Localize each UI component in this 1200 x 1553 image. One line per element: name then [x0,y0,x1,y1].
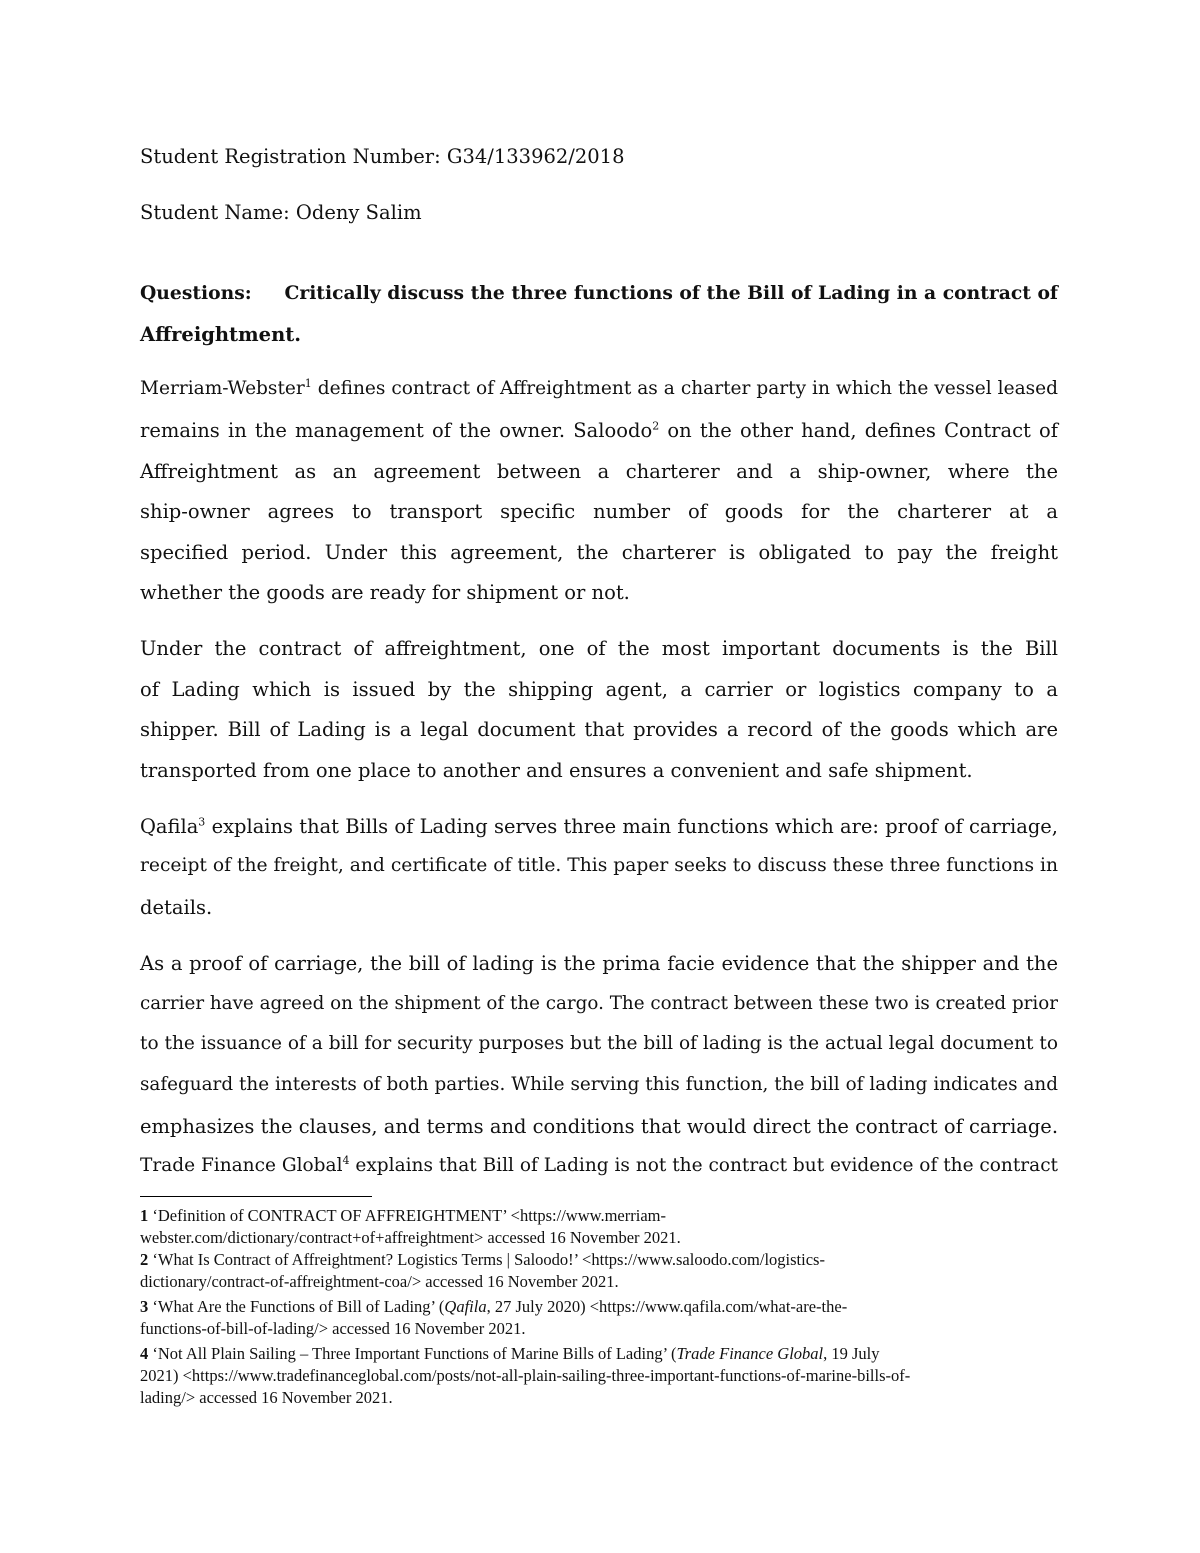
footnote-source: Trade Finance Global [676,1344,824,1363]
paragraph-4-line-1: As a proof of carriage, the bill of lading is the prima facie evidence that the shipper and the [140,952,1058,975]
paragraph-1-line-4: ship-owner agrees to transport specific number of goods for the charterer at a [140,500,1058,523]
footnote-text: , 27 July 2020) <https://www.qafila.com/what-are-the- [486,1297,848,1316]
footnote-number: 1 [140,1206,149,1225]
paragraph-1-line-1 [140,378,1058,399]
paragraph-2-line-2: of Lading which is issued by the shipping agent, a carrier or logistics company to a [140,678,1058,701]
footnote-number: 2 [140,1250,149,1269]
paragraph-2-line-3: shipper. Bill of Lading is a legal document that provides a record of the goods which are [140,718,1058,741]
student-registration-number: Student Registration Number: G34/133962/2018 [140,145,625,168]
paragraph-text: explains that Bill of Lading is not the contract but evidence of the contract [349,1155,1058,1176]
footnote-source: Qafila [444,1297,487,1316]
paragraph-text: remains in the management of the owner. Saloodo [140,419,653,442]
footnote-4-line-2: 2021) <https://www.tradefinanceglobal.com/posts/not-all-plain-sailing-three-important-functions-of-marine-bills-of- [140,1366,911,1385]
footnote-separator [140,1196,372,1197]
paragraph-1-line-6: whether the goods are ready for shipment or not. [140,581,630,604]
footnote-1-line-1 [140,1206,666,1226]
paragraph-2-line-4: transported from one place to another and ensures a convenient and safe shipment. [140,759,973,782]
paragraph-3-line-3: details. [140,896,213,919]
question-line-2: Affreightment. [140,323,302,346]
footnote-4-line-1 [140,1344,880,1364]
student-name: Student Name: Odeny Salim [140,201,422,224]
footnote-3-line-1 [140,1297,847,1317]
citation-qafila: Qafila [140,815,199,838]
paragraph-1-line-3: Affreightment as an agreement between a charterer and a ship-owner, where the [140,460,1058,483]
paragraph-text: defines contract of Affreightment as a charter party in which the vessel leased [311,378,1058,399]
footnote-number: 4 [140,1344,149,1363]
paragraph-1-line-2 [140,419,1058,442]
footnote-text: ‘Definition of CONTRACT OF AFFREIGHTMENT’ <https://www.merriam- [148,1206,666,1225]
paragraph-3-line-2: receipt of the freight, and certificate of title. This paper seeks to discuss these three functions in [140,855,1058,876]
question-text: Critically discuss the three functions of the Bill of Lading in a contract of [284,282,1058,304]
footnote-1-line-2: webster.com/dictionary/contract+of+affreightment> accessed 16 November 2021. [140,1228,681,1247]
paragraph-4-line-4: safeguard the interests of both parties. While serving this function, the bill of lading indicates and [140,1074,1058,1095]
paragraph-4-line-5: emphasizes the clauses, and terms and conditions that would direct the contract of carriage. [140,1115,1058,1138]
paragraph-text: explains that Bills of Lading serves three main functions which are: proof of carriage, [205,815,1058,838]
question-label: Questions: [140,282,252,304]
footnote-text: ‘What Is Contract of Affreightment? Logistics Terms | Saloodo!’ <https://www.saloodo.com/logistics- [148,1250,825,1269]
paragraph-4-line-3: to the issuance of a bill for security purposes but the bill of lading is the actual legal document to [140,1033,1058,1054]
question-line-1 [140,282,1058,304]
footnote-2-line-2: dictionary/contract-of-affreightment-coa/> accessed 16 November 2021. [140,1272,619,1291]
footnote-number: 3 [140,1297,149,1316]
footnote-ref-4: 4 [342,1153,350,1167]
paragraph-2-line-1: Under the contract of affreightment, one of the most important documents is the Bill [140,637,1058,660]
footnote-text: ‘Not All Plain Sailing – Three Important Functions of Marine Bills of Lading’ ( [148,1344,677,1363]
footnote-4-line-3: lading/> accessed 16 November 2021. [140,1388,393,1407]
footnote-ref-1: 1 [304,376,312,390]
paragraph-3-line-1 [140,815,1058,838]
footnote-2-line-1 [140,1250,825,1270]
footnote-3-line-2: functions-of-bill-of-lading/> accessed 16 November 2021. [140,1319,526,1338]
footnote-text: ‘What Are the Functions of Bill of Lading’ ( [148,1297,445,1316]
citation-merriam-webster: Merriam-Webster [140,378,305,399]
footnote-text: , 19 July [823,1344,880,1363]
footnote-ref-2: 2 [652,419,660,433]
paragraph-4-line-6 [140,1155,1058,1176]
paragraph-text: on the other hand, defines Contract of [659,419,1058,442]
citation-trade-finance-global: Trade Finance Global [140,1155,343,1176]
paragraph-1-line-5: specified period. Under this agreement, the charterer is obligated to pay the freight [140,541,1058,564]
paragraph-4-line-2: carrier have agreed on the shipment of the cargo. The contract between these two is created prior [140,993,1059,1014]
footnote-ref-3: 3 [198,815,206,829]
